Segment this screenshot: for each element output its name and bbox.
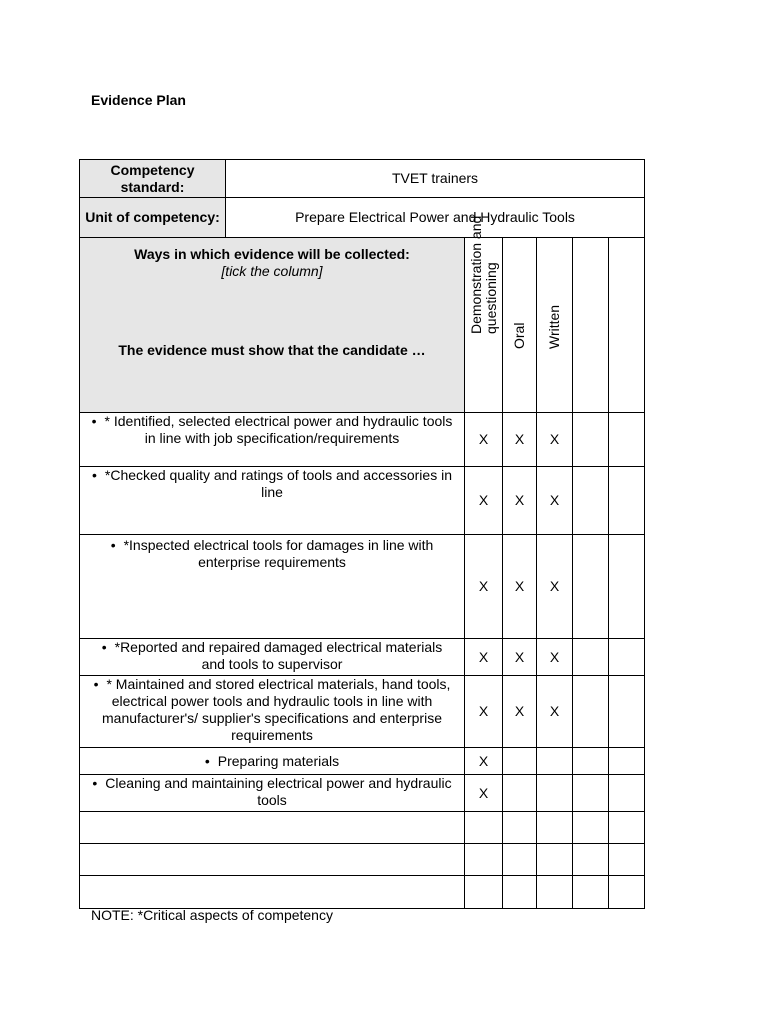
evidence-text-cell (80, 676, 465, 748)
method-label-written: Written (545, 304, 562, 349)
empty-cell (503, 876, 537, 909)
evidence-text: * Maintained and stored electrical materials, hand tools, electrical power tools and hydraulic tools in line with manufacturer's/ supplier's specifications and enterprise requirements (102, 676, 451, 743)
mark-cell (609, 676, 645, 748)
mark-cell: X (537, 535, 573, 639)
mark-cell (503, 748, 537, 775)
mark-cell (573, 775, 609, 812)
evidence-row (80, 748, 645, 775)
mark-cell (609, 639, 645, 676)
footnote: NOTE: *Critical aspects of competency (91, 907, 333, 923)
method-header-demonstration (465, 215, 503, 413)
mark-cell (609, 775, 645, 812)
method-label-demonstration: Demonstration and questioning (467, 215, 499, 334)
empty-cell (609, 812, 645, 844)
mark-cell: X (465, 775, 503, 812)
mark-cell (573, 748, 609, 775)
evidence-text-cell (80, 639, 465, 676)
mark-cell (573, 535, 609, 639)
bullet-glyph: • (92, 467, 97, 483)
method-header-written (537, 238, 573, 413)
evidence-row (80, 413, 645, 467)
empty-cell (609, 876, 645, 909)
empty-cell (573, 876, 609, 909)
mark-cell: X (537, 413, 573, 467)
methods-header-row (80, 238, 645, 413)
mark-cell (573, 639, 609, 676)
ways-header-cell (80, 238, 465, 413)
evidence-row (80, 775, 645, 812)
mark-cell (537, 775, 573, 812)
empty-cell (609, 844, 645, 876)
mark-cell: X (537, 467, 573, 535)
mark-cell (573, 413, 609, 467)
method-header-oral (503, 238, 537, 413)
evidence-text-cell (80, 775, 465, 812)
mark-cell (609, 748, 645, 775)
empty-cell (80, 812, 465, 844)
empty-cell (503, 844, 537, 876)
empty-cell (573, 812, 609, 844)
mark-cell: X (465, 639, 503, 676)
mark-cell (503, 775, 537, 812)
mark-cell: X (503, 535, 537, 639)
mark-cell (573, 467, 609, 535)
bullet-glyph: • (101, 639, 107, 655)
mark-cell: X (465, 413, 503, 467)
method-header-blank-5 (609, 238, 645, 413)
evidence-text: Preparing materials (217, 752, 340, 769)
ways-hint: [tick the column] (221, 263, 323, 279)
bullet-glyph: • (91, 413, 97, 429)
mark-cell: X (537, 676, 573, 748)
mark-cell: X (465, 748, 503, 775)
mark-cell (609, 413, 645, 467)
evidence-text: *Inspected electrical tools for damages in line with enterprise requirements (123, 537, 434, 570)
mark-cell: X (537, 639, 573, 676)
mark-cell: X (503, 676, 537, 748)
empty-cell (503, 812, 537, 844)
evidence-plan-table (79, 159, 645, 909)
mark-cell (573, 676, 609, 748)
evidence-text: *Checked quality and ratings of tools and accessories in line (104, 467, 452, 500)
ways-title: Ways in which evidence will be collected: (134, 246, 410, 262)
evidence-row (80, 535, 645, 639)
mark-cell: X (465, 467, 503, 535)
unit-of-competency-label: Unit of competency: (80, 198, 226, 238)
evidence-row (80, 639, 645, 676)
unit-of-competency-value: Prepare Electrical Power and Hydraulic Tools (226, 198, 645, 238)
method-label-oral: Oral (510, 322, 527, 349)
page-title: Evidence Plan (91, 92, 186, 108)
mark-cell: X (465, 676, 503, 748)
empty-row (80, 844, 645, 876)
mark-cell (609, 467, 645, 535)
empty-cell (537, 844, 573, 876)
empty-row (80, 812, 645, 844)
evidence-row (80, 676, 645, 748)
mark-cell (609, 535, 645, 639)
evidence-text: Cleaning and maintaining electrical power and hydraulic tools (105, 775, 452, 808)
mark-cell: X (465, 535, 503, 639)
mark-cell: X (503, 639, 537, 676)
competency-standard-label: Competency standard: (80, 160, 226, 198)
competency-standard-value: TVET trainers (226, 160, 645, 198)
unit-of-competency-row (80, 198, 645, 238)
competency-standard-row (80, 160, 645, 198)
evidence-text-cell (80, 413, 465, 467)
evidence-row (80, 467, 645, 535)
empty-row (80, 876, 645, 909)
empty-cell (465, 876, 503, 909)
bullet-glyph: • (92, 775, 98, 791)
mark-cell: X (503, 467, 537, 535)
empty-cell (537, 876, 573, 909)
empty-cell (80, 844, 465, 876)
mark-cell (537, 748, 573, 775)
evidence-text-cell (80, 748, 465, 775)
empty-cell (80, 876, 465, 909)
empty-cell (465, 844, 503, 876)
method-header-blank-4 (573, 238, 609, 413)
empty-cell (537, 812, 573, 844)
evidence-must-show: The evidence must show that the candidate … (118, 342, 426, 358)
bullet-glyph: • (93, 676, 99, 692)
empty-cell (573, 844, 609, 876)
bullet-glyph: • (110, 537, 116, 553)
evidence-text-cell (80, 535, 465, 639)
evidence-text-cell (80, 467, 465, 535)
empty-cell (465, 812, 503, 844)
evidence-text: * Identified, selected electrical power and hydraulic tools in line with job specification/requirements (104, 413, 453, 446)
evidence-text: *Reported and repaired damaged electrical materials and tools to supervisor (114, 639, 443, 672)
mark-cell: X (503, 413, 537, 467)
bullet-glyph: • (204, 752, 210, 769)
